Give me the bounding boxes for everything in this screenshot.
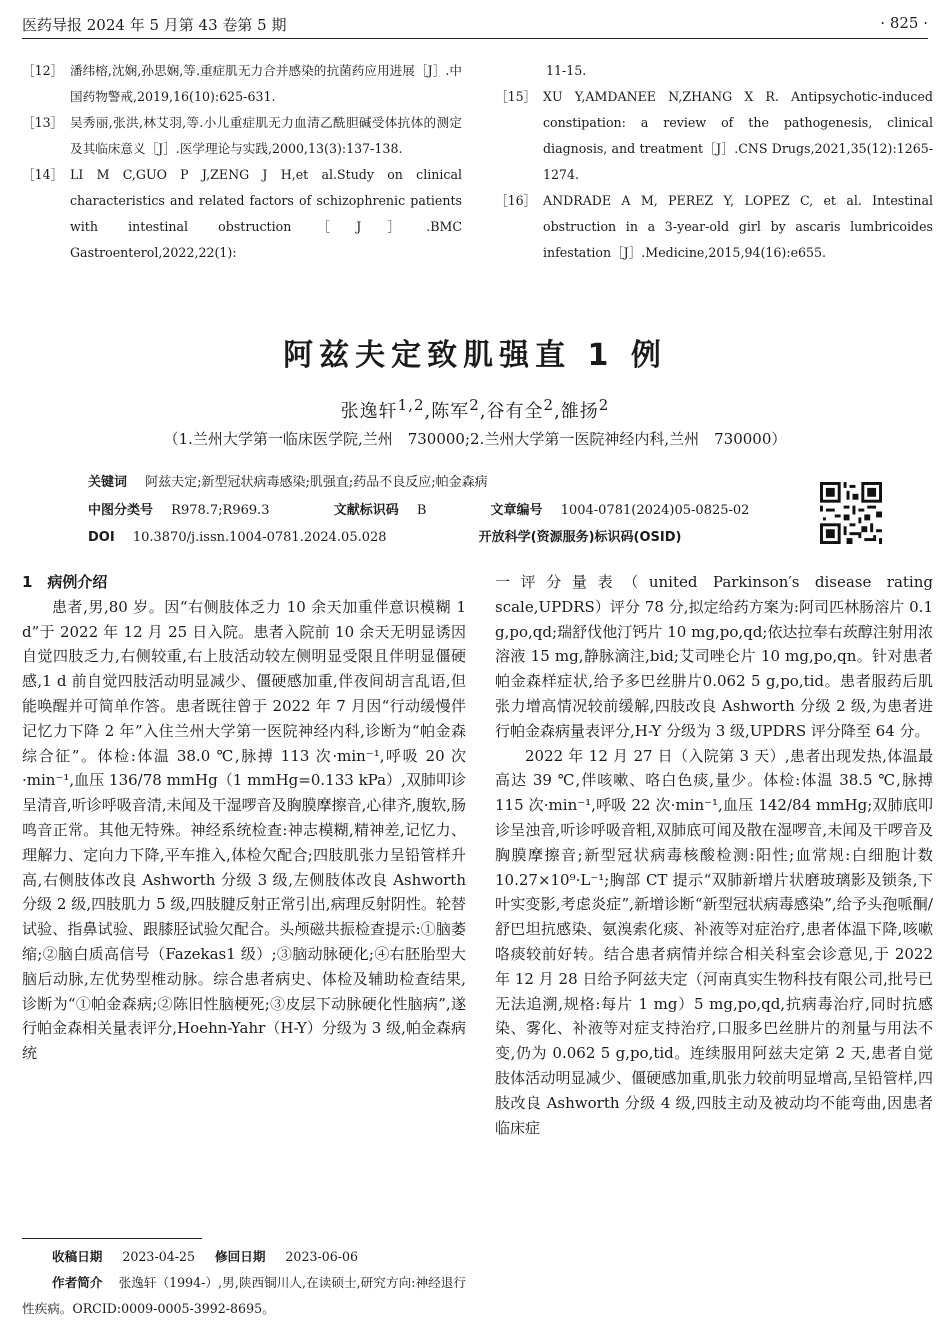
running-header [22,12,928,38]
footnote-rule [22,1238,202,1239]
footnotes [22,1244,466,1322]
reference-16 [495,188,933,266]
case-paragraph-1-continued: 一评分量表（united Parkinson′s disease rating scale,UPDRS）评分 78 分,拟定给药方案为:阿司匹林肠溶片 0.1 g,po,qd;瑞舒伐他汀钙片 10 mg,po,qd;依达拉奉右莰醇注射用浓溶液 15 mg,静脉滴注,bid;艾司唑仑片 10 mg,po,qn。针对患者帕金森样症状,给予多巴丝肼片0.062 5 g,po,tid。患者服药后肌张力增高情况较前缓解,四肢改良 Ashworth 分级 2 级,为患者进行帕金森病量表评分,H-Y 分级为 3 级,UPDRS 评分降至 64 分。 [495,573,933,740]
body-column-left [22,570,466,1066]
body-column-right [495,570,933,1140]
received-label: 收稿日期 [52,1249,103,1264]
reference-text: XU Y,AMDANEE N,ZHANG X R. Antipsychotic-induced constipation: a review of the pathogenesis, clinical diagnosis, and treatment［J］.CNS Drugs,2021,35(12):1265-1274. [543,89,933,182]
author-affiliation-mark: 2 [469,396,480,414]
keywords-label: 关键词 [88,475,128,490]
reference-text: 潘纬榕,沈娴,孙思娴,等.重症肌无力合并感染的抗菌药应用进展［J］.中国药物警戒,2019,16(10):625-631. [70,63,462,104]
author-name: 张逸轩 [340,401,398,422]
dates-line [22,1244,466,1270]
author-name: ,陈军 [424,401,470,422]
reference-text: 吴秀丽,张洪,林艾羽,等.小儿重症肌无力血清乙酰胆碱受体抗体的测定及其临床意义［J］.医学理论与实践,2000,13(3):137-138. [70,115,462,156]
author-affiliation-mark: 1,2 [397,396,425,414]
reference-14-continued [495,58,933,84]
osid-qr-code[interactable] [820,482,882,544]
journal-issue: 医药导报 2024 年 5 月第 43 卷第 5 期 [22,16,287,34]
doi-line [88,526,808,545]
revised-date: 2023-06-06 [285,1249,359,1264]
author-bio [22,1270,466,1322]
case-paragraph-2: 2022 年 12 月 27 日（入院第 3 天）,患者出现发热,体温最高达 39 ℃,伴咳嗽、咯白色痰,量少。体检:体温 38.5 ℃,脉搏 115 次·min⁻¹,呼吸 22 次·min⁻¹,血压 142/84 mmHg;双肺底叩诊呈浊音,听诊呼吸音粗,双肺底可闻及散在湿啰音,未闻及干啰音及胸膜摩擦音;新型冠状病毒核酸检测:阳性;血常规:白细胞计数 10.27×10⁹·L⁻¹;胸部 CT 提示“双肺新增片状磨玻璃影及锁条,下叶实变影,考虑炎症”,新增诊断“新型冠状病毒感染”,给予头孢哌酮/舒巴坦抗感染、氨溴索化痰、补液等对症治疗,患者体温下降,咳嗽咯痰较前好转。结合患者病情并综合相关科室会诊意见,于 2022 年 12 月 28 日给予阿兹夫定（河南真实生物科技有限公司,批号已无法追溯,规格:每片 1 mg）5 mg,po,qd,抗病毒治疗,同时抗感染、雾化、补液等对症支持治疗,口服多巴丝肼片的剂量与用法不变,仍为 0.062 5 g,po,tid。连续服用阿兹夫定第 2 天,患者自觉肢体活动明显减少、僵硬感加重,肌张力较前明显增高,呈铅管样,四肢改良 Ashworth 分级 4 级,四肢主动及被动均不能弯曲,因患者临床症 [495,746,933,1137]
author-bio-text: 张逸轩（1994-）,男,陕西铜川人,在读硕士,研究方向:神经退行性疾病。ORCID:0009-0005-3992-8695。 [22,1275,467,1316]
reference-text: 11-15. [546,63,587,78]
keywords: 阿兹夫定;新型冠状病毒感染;肌强直;药品不良反应;帕金森病 [145,475,488,490]
references-left [22,58,462,266]
article-number: 1004-0781(2024)05-0825-02 [560,503,750,518]
reference-12 [22,58,462,110]
doccode: B [416,503,427,518]
reference-text: LI M C,GUO P J,ZENG J H,et al.Study on clinical characteristics and related factors of schizophrenic patients with intestinal obstruction［J］.BMC Gastroenterol,2022,22(1): [70,167,462,260]
clc-number: R978.7;R969.3 [171,503,270,518]
received-date: 2023-04-25 [122,1249,196,1264]
affiliations: （1.兰州大学第一临床医学院,兰州 730000;2.兰州大学第一医院神经内科,兰州 730000） [163,430,787,448]
keywords-line [88,471,808,490]
reference-number: ［13］ [22,115,64,130]
clc-label: 中图分类号 [88,503,154,518]
revised-label: 修回日期 [215,1249,266,1264]
reference-14 [22,162,462,266]
references-right [495,58,933,266]
header-rule [22,38,928,39]
doccode-label: 文献标识码 [333,503,399,518]
article-number-label: 文章编号 [490,503,543,518]
case-paragraph-1: 患者,男,80 岁。因“右侧肢体乏力 10 余天加重伴意识模糊 1 d”于 2022 年 12 月 25 日入院。患者入院前 10 余天无明显诱因自觉四肢乏力,右侧较重,右上肢活动较左侧明显受限且伴明显僵硬感,1 d 前自觉四肢活动明显减少、僵硬感加重,伴夜间胡言乱语,但能唤醒并可简单作答。患者既往曾于 2022 年 7 月因“行动缓慢伴记忆力下降 2 年”入住兰州大学第一医院神经内科,诊断为“帕金森综合征”。体检:体温 38.0 ℃,脉搏 113 次·min⁻¹,呼吸 20 次·min⁻¹,血压 136/78 mmHg（1 mmHg=0.133 kPa）,双肺叩诊呈清音,听诊呼吸音清,未闻及干湿啰音及胸膜摩擦音,心律齐,腹软,肠鸣音正常。其他无特殊。神经系统检查:神志模糊,精神差,记忆力、理解力、定向力下降,平车推入,体检欠配合;四肢肌张力呈铅管样升高,右侧肢体改良 Ashworth 分级 3 级,左侧肢体改良 Ashworth 分级 2 级,四肢肌力 5 级,四肢腱反射正常引出,病理反射阴性。轮替试验、指鼻试验、跟膝胫试验欠配合。头颅磁共振检查提示:①脑萎缩;②脑白质高信号（Fazekas1 级）;③脑动脉硬化;④右胚胎型大脑后动脉,左优势型椎动脉。综合患者病史、体检及辅助检查结果,诊断为“①帕金森病;②陈旧性脑梗死;③皮层下动脉硬化性脑病”,遂行帕金森相关量表评分,Hoehn-Yahr（H-Y）分级为 3 级,帕金森病统 [22,597,466,1063]
author-name: ,谷有全 [479,401,544,422]
classification-line [88,499,808,518]
reference-13 [22,110,462,162]
reference-number: ［14］ [22,167,64,182]
section-heading: 1 病例介绍 [22,573,108,591]
article-title: 阿兹夫定致肌强直 1 例 [283,338,667,373]
reference-number: ［12］ [22,63,64,78]
page-number: · 825 · [880,14,928,32]
author-affiliation-mark: 2 [598,396,610,414]
author-affiliation-mark: 2 [543,396,555,414]
author-bio-label: 作者简介 [52,1275,103,1290]
author-name: ,雒扬 [554,401,599,422]
author-list [0,396,950,423]
reference-text: ANDRADE A M, PEREZ Y, LOPEZ C, et al. Intestinal obstruction in a 3-year-old girl by ascaris lumbricoides infestation［J］.Medicine,2015,94(16):e655. [543,193,933,260]
osid-label: 开放科学(资源服务)标识码(OSID) [478,530,682,545]
doi-label: DOI [88,530,115,545]
reference-number: ［15］ [495,89,537,104]
reference-15 [495,84,933,188]
reference-number: ［16］ [495,193,537,208]
doi: 10.3870/j.issn.1004-0781.2024.05.028 [132,530,387,545]
